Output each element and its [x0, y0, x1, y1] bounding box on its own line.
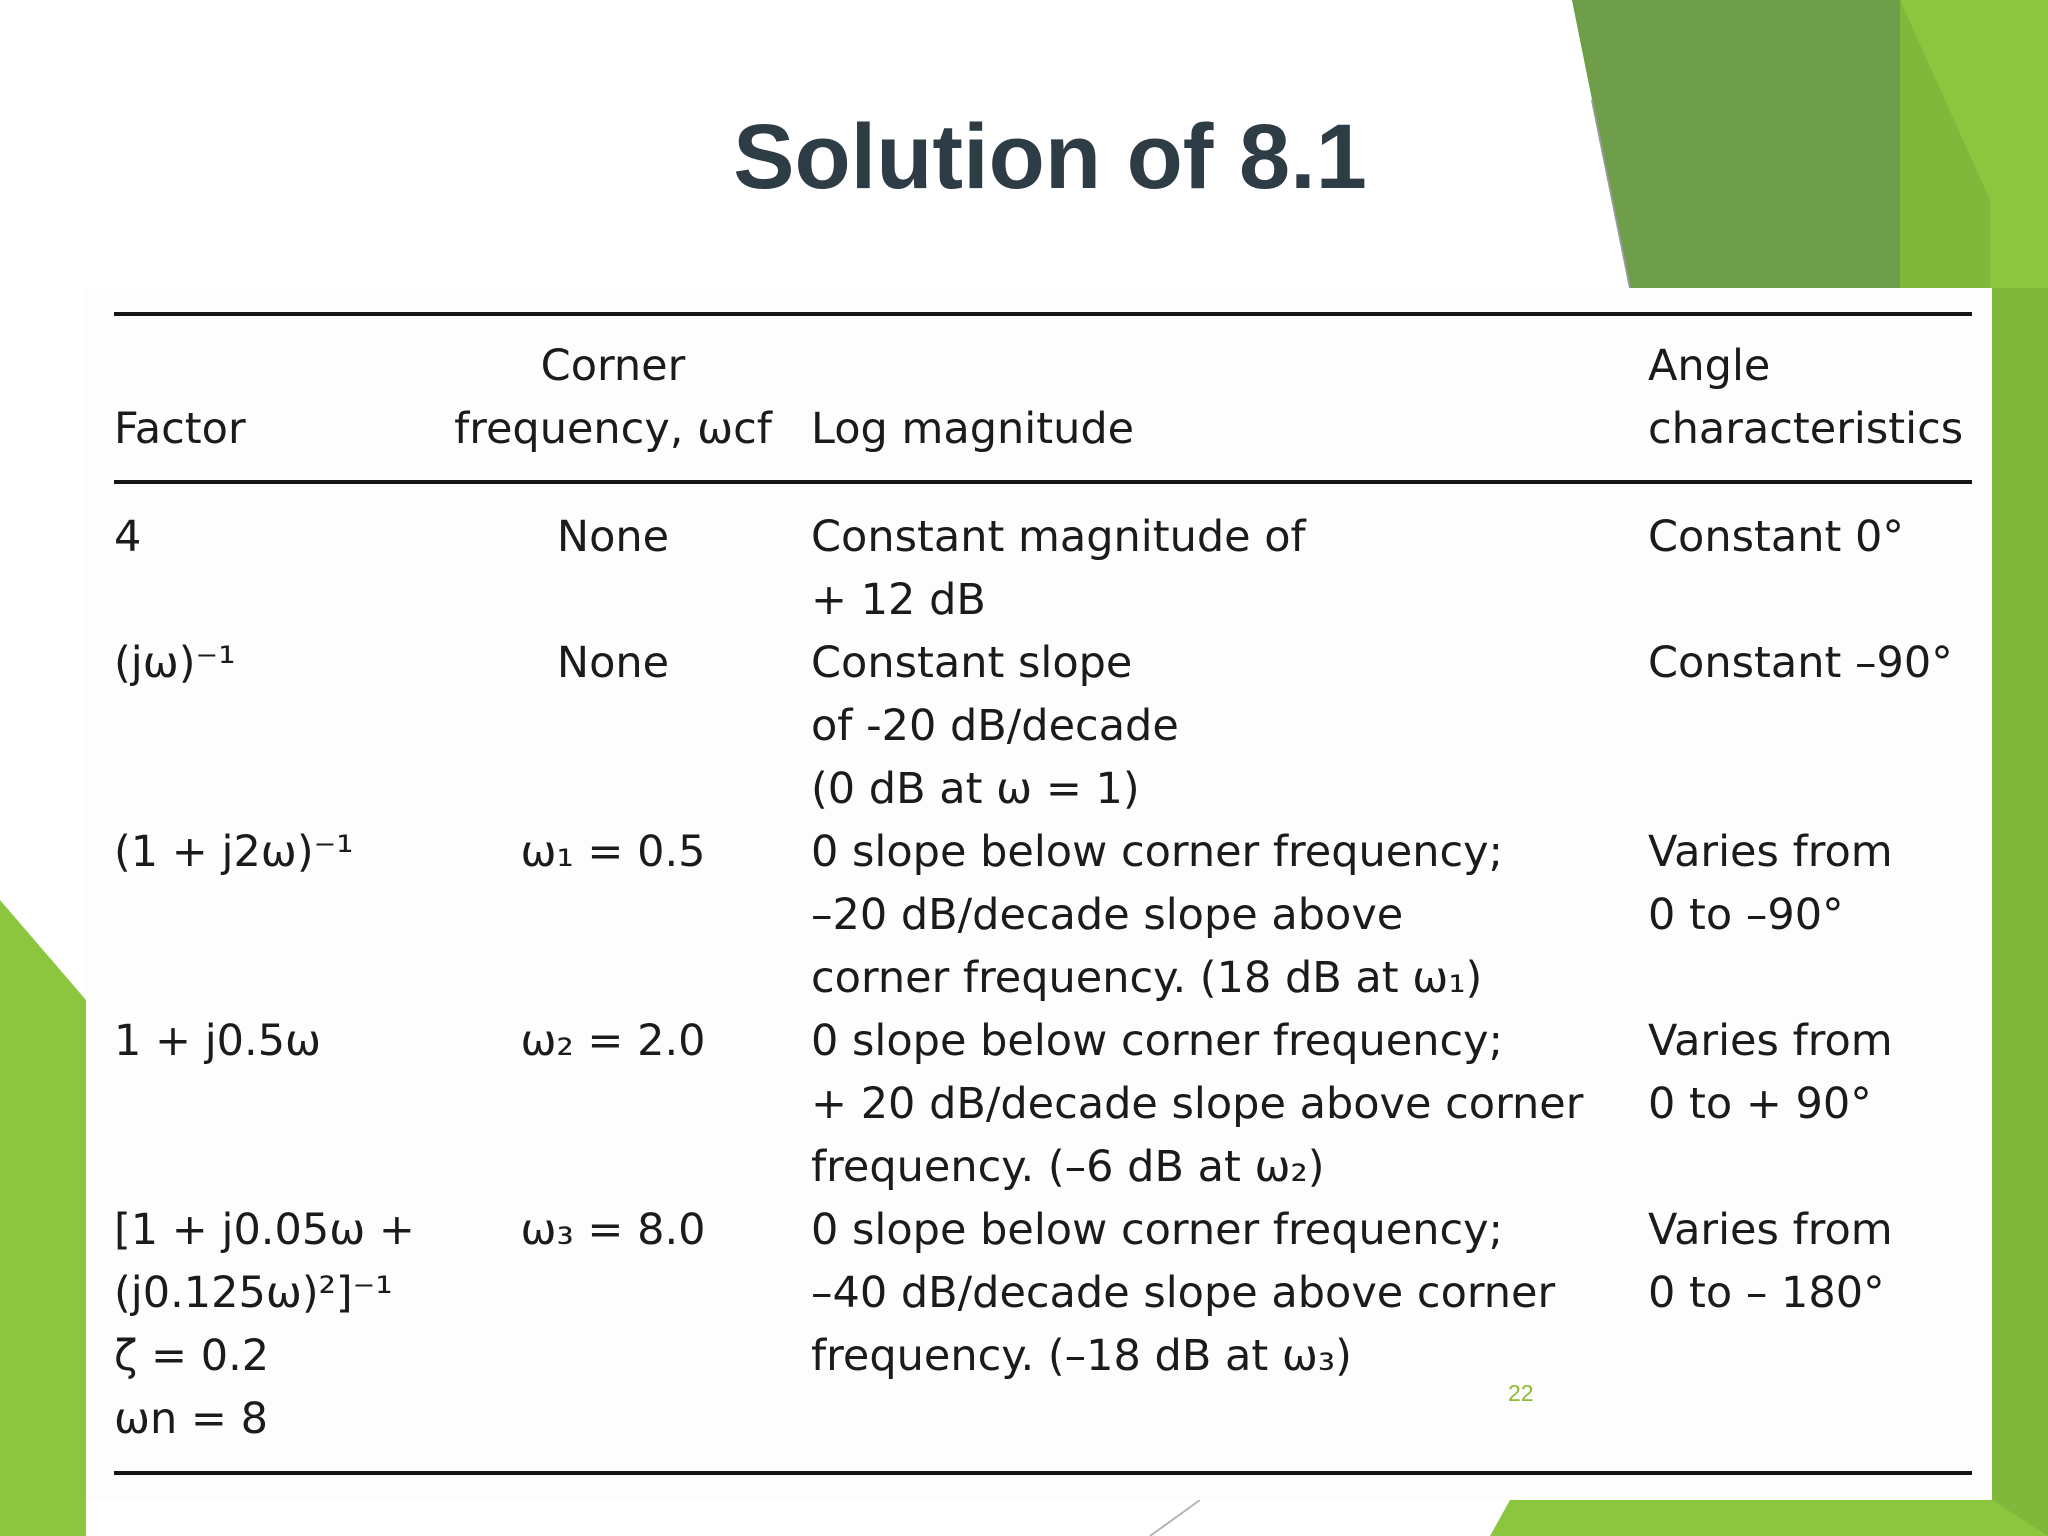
table-top-rule: [114, 312, 1972, 316]
row-4-corner-frequency: ω₂ = 2.0: [520, 1016, 706, 1066]
header-angle-characteristics: Angle characteristics: [1648, 341, 1964, 454]
row-4-angle: Varies from 0 to + 90°: [1648, 1016, 1893, 1129]
left-green-band: [0, 900, 86, 1536]
row-3-corner-frequency: ω₁ = 0.5: [520, 827, 706, 877]
row-4-factor: 1 + j0.5ω: [114, 1016, 322, 1066]
table-bottom-rule: [114, 1471, 1972, 1475]
page-number: 22: [1508, 1380, 1534, 1406]
row-5-log-magnitude: 0 slope below corner frequency; –40 dB/decade slope above corner frequency. (–18 dB at ω₃): [811, 1205, 1556, 1381]
row-5-factor: [1 + j0.05ω + (j0.125ω)²]⁻¹ ζ = 0.2 ωn = 8: [114, 1205, 415, 1444]
table-header-rule: [114, 480, 1972, 484]
row-3-log-magnitude: 0 slope below corner frequency; –20 dB/decade slope above corner frequency. (18 dB at ω₁): [811, 827, 1504, 1003]
row-1-angle: Constant 0°: [1648, 512, 1904, 562]
bode-factor-table: [86, 288, 1992, 1500]
header-factor: Factor: [114, 404, 246, 454]
row-1-factor: 4: [114, 512, 142, 562]
row-1-corner-frequency: None: [556, 512, 670, 562]
row-3-factor: (1 + j2ω)⁻¹: [114, 827, 354, 877]
row-1-log-magnitude: Constant magnitude of + 12 dB: [811, 512, 1306, 625]
bottom-green-band: [1490, 1500, 2048, 1536]
row-5-corner-frequency: ω₃ = 8.0: [520, 1205, 706, 1255]
row-3-angle: Varies from 0 to –90°: [1648, 827, 1893, 940]
slide-title: Solution of 8.1: [733, 106, 1367, 208]
header-log-magnitude: Log magnitude: [811, 404, 1135, 454]
row-5-angle: Varies from 0 to – 180°: [1648, 1205, 1893, 1318]
row-2-corner-frequency: None: [556, 638, 670, 688]
bottom-accent-line: [1150, 1500, 1200, 1536]
header-corner-frequency: Corner frequency, ωcf: [454, 341, 772, 454]
row-2-log-magnitude: Constant slope of -20 dB/decade (0 dB at ω = 1): [811, 638, 1179, 814]
row-2-factor: (jω)⁻¹: [114, 638, 236, 688]
row-4-log-magnitude: 0 slope below corner frequency; + 20 dB/decade slope above corner frequency. (–6 dB at ω₂): [811, 1016, 1584, 1192]
row-2-angle: Constant –90°: [1648, 638, 1953, 688]
